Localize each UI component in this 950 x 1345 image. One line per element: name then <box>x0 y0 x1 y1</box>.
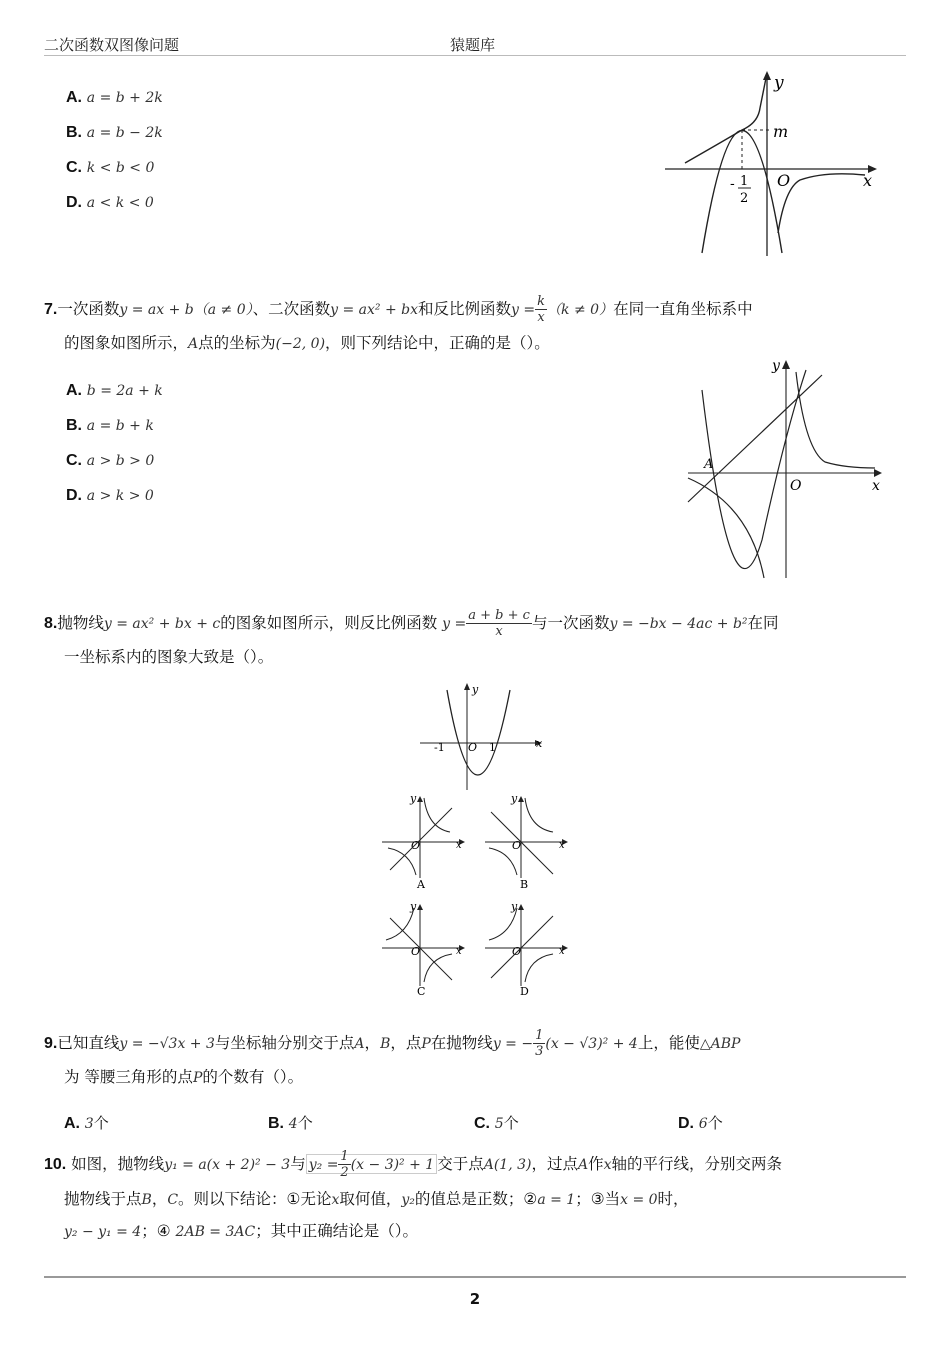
q7-option-a: A. b = 2a + k <box>66 382 163 399</box>
q8-choice-d-graph <box>483 900 573 1000</box>
q7-line1: 7.一次函数y = ax + b（a ≠ 0）、二次函数y = ax² + bx和反比例函数y = $\frac{k}{x}$ （k ≠ 0）在同一直角坐标系中 <box>44 294 753 325</box>
svg-text:1: 1 <box>489 741 496 754</box>
q8-main-graph <box>415 680 550 795</box>
svg-text:x: x <box>456 840 462 851</box>
svg-text:O: O <box>512 945 522 958</box>
q6-origin-label: O <box>777 171 791 190</box>
q10-line2: 抛物线于点B，C。则以下结论：①无论x取何值，y₂的值总是正数；②a = 1；③当x = 0时， <box>64 1190 689 1208</box>
q7-hyperbola-right <box>796 372 875 468</box>
svg-text:y: y <box>511 792 518 805</box>
q7-option-d: D. a > k > 0 <box>66 487 154 504</box>
q7-option-c: C. a > b > 0 <box>66 452 155 469</box>
q9-option-d: D. 6个 <box>678 1114 723 1132</box>
q9-option-a: A. 3个 <box>64 1114 109 1132</box>
svg-text:x: x <box>456 946 462 957</box>
q6-x-label: x <box>863 171 873 190</box>
q9-line2: 为 等腰三角形的点P的个数有（）。 <box>64 1068 304 1086</box>
q7-y-label: y <box>772 358 780 374</box>
svg-text:y: y <box>410 900 417 913</box>
q7-point-a-label: A <box>704 457 714 472</box>
svg-text:O: O <box>512 839 522 852</box>
q7-graph <box>680 350 890 580</box>
q8-choice-d-label: D <box>520 985 529 998</box>
q8-choice-a-label: A <box>417 878 425 891</box>
q10-line3: y₂ − y₁ = 4；④ 2AB = 3AC；其中正确结论是（）。 <box>64 1222 418 1240</box>
q8-line2: 一坐标系内的图象大致是（）。 <box>64 648 274 666</box>
svg-text:y: y <box>472 683 479 696</box>
q6-option-d: D. a < k < 0 <box>66 194 154 211</box>
footer-divider <box>44 1276 906 1278</box>
q6-option-b: B. a = b − 2k <box>66 124 163 141</box>
q8-choice-b-label: B <box>520 878 529 891</box>
q6-hyperbola-right <box>778 174 865 233</box>
q6-option-a: A. a = b + 2k <box>66 89 163 106</box>
q7-x-label: x <box>872 478 880 494</box>
q6-m-label: m <box>773 122 789 141</box>
svg-text:x: x <box>559 946 565 957</box>
header-brand: 猿题库 <box>450 36 496 54</box>
q8-choice-b-graph <box>483 790 573 890</box>
q10-line1: 10. 如图，抛物线y₁ = a(x + 2)² − 3与 y₂ = $\frac{1}{2}$ (x − 3)² + 1 交于点A(1, 3)，过点A作x轴的平行线，分别交两条 <box>44 1149 783 1180</box>
q6-graph <box>660 68 890 258</box>
q8-choice-a-graph <box>380 790 470 890</box>
svg-text:x: x <box>536 737 543 750</box>
svg-text:y: y <box>511 900 518 913</box>
svg-text:O: O <box>411 839 421 852</box>
svg-text:y: y <box>410 792 417 805</box>
q7-option-b: B. a = b + k <box>66 417 154 434</box>
q8-choice-c-graph <box>380 900 470 1000</box>
q6-half-num: 1 <box>740 174 749 189</box>
q7-line2: 的图象如图所示，A点的坐标为(−2, 0)，则下列结论中，正确的是（）。 <box>64 334 550 352</box>
q7-parabola <box>702 370 806 569</box>
q9-option-c: C. 5个 <box>474 1114 519 1132</box>
svg-text:-1: -1 <box>434 741 445 754</box>
q9-line1: 9.已知直线y = −√3x + 3与坐标轴分别交于点A，B，点P在抛物线y = − $\frac{1}{3}$ (x − √3)² + 4上，能使△ABP <box>44 1028 741 1059</box>
q6-option-c: C. k < b < 0 <box>66 159 155 176</box>
q6-half-minus: - <box>730 176 735 192</box>
page-number: 2 <box>469 1290 481 1308</box>
svg-text:O: O <box>468 741 478 754</box>
svg-text:x: x <box>559 840 565 851</box>
header-divider <box>44 55 906 56</box>
q6-y-label: y <box>774 73 784 93</box>
q6-half-den: 2 <box>740 191 749 206</box>
q7-origin-label: O <box>790 478 802 494</box>
q9-option-b: B. 4个 <box>268 1114 313 1132</box>
q8-choice-c-label: C <box>417 985 426 998</box>
header-doc-title: 二次函数双图像问题 <box>44 36 180 54</box>
q8-line1: 8.抛物线y = ax² + bx + c的图象如图所示，则反比例函数 y = $\frac{a + b + c}{x}$ 与一次函数y = −bx − 4ac + b²在同 <box>44 608 779 639</box>
svg-text:O: O <box>411 945 421 958</box>
